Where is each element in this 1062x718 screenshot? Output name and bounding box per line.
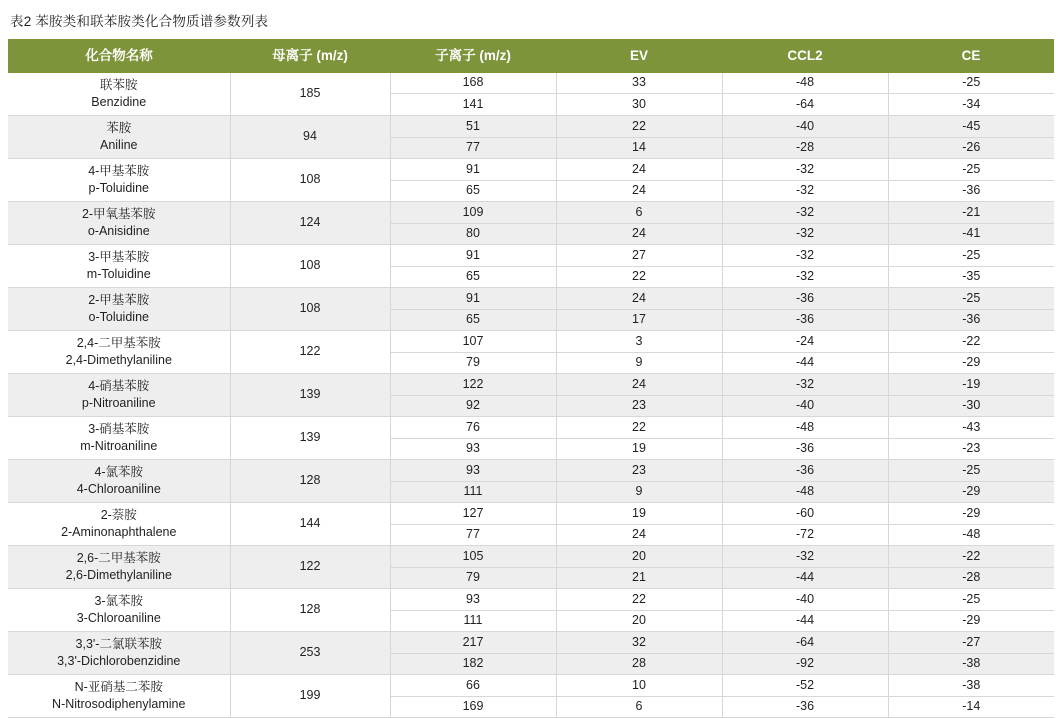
compound-name-zh: N-亚硝基二苯胺	[74, 679, 163, 694]
table-row	[8, 460, 1054, 482]
cell-ev: 6	[556, 696, 722, 718]
cell-ev: 21	[556, 567, 722, 589]
cell-product-ion: 92	[390, 395, 556, 417]
cell-ce: -25	[888, 589, 1054, 611]
cell-compound-name	[8, 460, 230, 503]
column-header-ev: EV	[556, 39, 722, 73]
column-header-product-ion: 子离子 (m/z)	[390, 39, 556, 73]
cell-product-ion: 77	[390, 524, 556, 546]
cell-parent-ion: 199	[230, 675, 390, 718]
cell-ccl2: -40	[722, 395, 888, 417]
table-row	[8, 245, 1054, 267]
cell-ce: -14	[888, 696, 1054, 718]
compound-name-zh: 2,4-二甲基苯胺	[76, 335, 161, 350]
compound-name-en: o-Anisidine	[87, 223, 150, 238]
cell-ev: 32	[556, 632, 722, 654]
compound-name-en: o-Toluidine	[88, 309, 149, 324]
cell-compound-name	[8, 73, 230, 116]
cell-product-ion: 109	[390, 202, 556, 224]
cell-ce: -38	[888, 653, 1054, 675]
cell-ev: 20	[556, 546, 722, 568]
compound-name-en: Aniline	[99, 137, 138, 152]
cell-parent-ion: 253	[230, 632, 390, 675]
cell-parent-ion: 144	[230, 503, 390, 546]
cell-compound-name	[8, 116, 230, 159]
cell-product-ion: 80	[390, 223, 556, 245]
cell-ccl2: -32	[722, 223, 888, 245]
cell-ce: -23	[888, 438, 1054, 460]
table-row	[8, 73, 1054, 94]
column-header-ccl2: CCL2	[722, 39, 888, 73]
compound-name-zh: 2-甲基苯胺	[88, 292, 150, 307]
cell-ev: 24	[556, 524, 722, 546]
cell-ev: 23	[556, 395, 722, 417]
cell-ccl2: -92	[722, 653, 888, 675]
cell-parent-ion: 122	[230, 546, 390, 589]
cell-ce: -22	[888, 331, 1054, 353]
cell-ccl2: -36	[722, 460, 888, 482]
table-row	[8, 202, 1054, 224]
cell-ce: -43	[888, 417, 1054, 439]
compound-name-zh: 苯胺	[106, 120, 132, 135]
cell-product-ion: 111	[390, 481, 556, 503]
cell-ccl2: -32	[722, 245, 888, 267]
cell-parent-ion: 108	[230, 245, 390, 288]
compound-name-en: 2,4-Dimethylaniline	[65, 352, 172, 367]
cell-ce: -25	[888, 460, 1054, 482]
cell-product-ion: 105	[390, 546, 556, 568]
table-row	[8, 675, 1054, 697]
cell-ccl2: -32	[722, 202, 888, 224]
cell-ce: -19	[888, 374, 1054, 396]
cell-ev: 3	[556, 331, 722, 353]
cell-ccl2: -40	[722, 589, 888, 611]
cell-ce: -36	[888, 180, 1054, 202]
compound-name-zh: 3-氯苯胺	[94, 593, 144, 608]
cell-ev: 9	[556, 352, 722, 374]
cell-compound-name	[8, 675, 230, 718]
cell-ce: -25	[888, 245, 1054, 267]
cell-ce: -27	[888, 632, 1054, 654]
cell-product-ion: 122	[390, 374, 556, 396]
cell-parent-ion: 139	[230, 417, 390, 460]
cell-product-ion: 93	[390, 589, 556, 611]
table-header-row	[8, 39, 1054, 73]
cell-product-ion: 169	[390, 696, 556, 718]
cell-product-ion: 91	[390, 245, 556, 267]
cell-compound-name	[8, 589, 230, 632]
cell-ce: -25	[888, 73, 1054, 94]
cell-ce: -38	[888, 675, 1054, 697]
cell-ce: -28	[888, 567, 1054, 589]
cell-product-ion: 91	[390, 159, 556, 181]
table-body	[8, 73, 1054, 718]
cell-product-ion: 107	[390, 331, 556, 353]
table-header	[8, 39, 1054, 73]
cell-ccl2: -64	[722, 94, 888, 116]
table-row	[8, 546, 1054, 568]
column-header-ce: CE	[888, 39, 1054, 73]
cell-ccl2: -32	[722, 546, 888, 568]
cell-ce: -36	[888, 309, 1054, 331]
compound-name-en: m-Nitroaniline	[80, 438, 158, 453]
cell-ev: 10	[556, 675, 722, 697]
compound-name-en: 3-Chloroaniline	[76, 610, 161, 625]
table-row	[8, 159, 1054, 181]
cell-ev: 24	[556, 374, 722, 396]
cell-compound-name	[8, 632, 230, 675]
cell-product-ion: 168	[390, 73, 556, 94]
table-caption: 表2 苯胺类和联苯胺类化合物质谱参数列表	[10, 14, 269, 29]
table-row	[8, 632, 1054, 654]
cell-parent-ion: 122	[230, 331, 390, 374]
table-row	[8, 503, 1054, 525]
cell-product-ion: 127	[390, 503, 556, 525]
cell-product-ion: 141	[390, 94, 556, 116]
cell-ce: -21	[888, 202, 1054, 224]
compound-name-en: 2,6-Dimethylaniline	[65, 567, 172, 582]
cell-compound-name	[8, 159, 230, 202]
cell-compound-name	[8, 245, 230, 288]
spectrometry-parameters-table	[8, 39, 1054, 718]
cell-product-ion: 111	[390, 610, 556, 632]
compound-name-zh: 4-甲基苯胺	[88, 163, 150, 178]
cell-ccl2: -36	[722, 309, 888, 331]
cell-ccl2: -72	[722, 524, 888, 546]
cell-parent-ion: 108	[230, 288, 390, 331]
cell-ccl2: -52	[722, 675, 888, 697]
cell-ccl2: -48	[722, 417, 888, 439]
cell-ev: 24	[556, 223, 722, 245]
compound-name-zh: 2-甲氧基苯胺	[81, 206, 156, 221]
cell-product-ion: 66	[390, 675, 556, 697]
cell-product-ion: 51	[390, 116, 556, 138]
cell-ccl2: -28	[722, 137, 888, 159]
cell-ce: -26	[888, 137, 1054, 159]
column-header-parent-ion: 母离子 (m/z)	[230, 39, 390, 73]
compound-name-zh: 联苯胺	[99, 77, 138, 92]
cell-ev: 19	[556, 503, 722, 525]
cell-product-ion: 65	[390, 309, 556, 331]
compound-name-en: 2-Aminonaphthalene	[61, 524, 177, 539]
cell-ccl2: -32	[722, 374, 888, 396]
cell-ccl2: -48	[722, 481, 888, 503]
table-row	[8, 288, 1054, 310]
cell-ev: 22	[556, 589, 722, 611]
cell-product-ion: 79	[390, 352, 556, 374]
cell-parent-ion: 128	[230, 589, 390, 632]
cell-ccl2: -44	[722, 567, 888, 589]
cell-ce: -29	[888, 481, 1054, 503]
cell-ce: -41	[888, 223, 1054, 245]
cell-compound-name	[8, 374, 230, 417]
compound-name-en: m-Toluidine	[86, 266, 151, 281]
cell-ccl2: -40	[722, 116, 888, 138]
cell-ev: 23	[556, 460, 722, 482]
cell-compound-name	[8, 331, 230, 374]
cell-ce: -34	[888, 94, 1054, 116]
cell-ccl2: -44	[722, 352, 888, 374]
compound-name-zh: 3-甲基苯胺	[88, 249, 150, 264]
cell-product-ion: 93	[390, 438, 556, 460]
cell-ev: 30	[556, 94, 722, 116]
cell-parent-ion: 124	[230, 202, 390, 245]
cell-product-ion: 217	[390, 632, 556, 654]
cell-ccl2: -36	[722, 288, 888, 310]
cell-ce: -25	[888, 159, 1054, 181]
cell-ce: -29	[888, 503, 1054, 525]
cell-ccl2: -32	[722, 180, 888, 202]
compound-name-zh: 3-硝基苯胺	[88, 421, 150, 436]
cell-compound-name	[8, 417, 230, 460]
compound-name-zh: 4-硝基苯胺	[88, 378, 150, 393]
cell-ccl2: -24	[722, 331, 888, 353]
cell-ev: 20	[556, 610, 722, 632]
cell-parent-ion: 94	[230, 116, 390, 159]
cell-ev: 24	[556, 159, 722, 181]
cell-ev: 33	[556, 73, 722, 94]
cell-ev: 22	[556, 417, 722, 439]
table-row	[8, 417, 1054, 439]
cell-ev: 27	[556, 245, 722, 267]
cell-ev: 19	[556, 438, 722, 460]
cell-ccl2: -32	[722, 159, 888, 181]
table-row	[8, 374, 1054, 396]
cell-parent-ion: 108	[230, 159, 390, 202]
compound-name-en: 4-Chloroaniline	[76, 481, 161, 496]
cell-ce: -29	[888, 610, 1054, 632]
cell-ccl2: -32	[722, 266, 888, 288]
cell-ccl2: -60	[722, 503, 888, 525]
cell-compound-name	[8, 288, 230, 331]
cell-ce: -48	[888, 524, 1054, 546]
table-row	[8, 331, 1054, 353]
cell-parent-ion: 185	[230, 73, 390, 116]
cell-ce: -29	[888, 352, 1054, 374]
cell-parent-ion: 128	[230, 460, 390, 503]
cell-ccl2: -44	[722, 610, 888, 632]
cell-ev: 24	[556, 288, 722, 310]
cell-ev: 24	[556, 180, 722, 202]
cell-compound-name	[8, 546, 230, 589]
cell-product-ion: 65	[390, 266, 556, 288]
cell-compound-name	[8, 202, 230, 245]
cell-ev: 17	[556, 309, 722, 331]
cell-product-ion: 182	[390, 653, 556, 675]
cell-ce: -45	[888, 116, 1054, 138]
table-row	[8, 589, 1054, 611]
compound-name-en: Benzidine	[91, 94, 147, 109]
cell-ev: 9	[556, 481, 722, 503]
cell-ccl2: -36	[722, 696, 888, 718]
cell-product-ion: 93	[390, 460, 556, 482]
compound-name-en: p-Nitroaniline	[81, 395, 156, 410]
cell-parent-ion: 139	[230, 374, 390, 417]
cell-ev: 28	[556, 653, 722, 675]
compound-name-en: 3,3'-Dichlorobenzidine	[57, 653, 181, 668]
cell-ev: 22	[556, 266, 722, 288]
cell-ccl2: -64	[722, 632, 888, 654]
cell-ccl2: -48	[722, 73, 888, 94]
compound-name-zh: 2,6-二甲基苯胺	[76, 550, 161, 565]
cell-ev: 14	[556, 137, 722, 159]
compound-name-zh: 3,3'-二氯联苯胺	[75, 636, 162, 651]
compound-name-en: p-Toluidine	[88, 180, 149, 195]
cell-product-ion: 79	[390, 567, 556, 589]
cell-compound-name	[8, 503, 230, 546]
cell-product-ion: 77	[390, 137, 556, 159]
cell-product-ion: 65	[390, 180, 556, 202]
compound-name-zh: 2-萘胺	[100, 507, 137, 522]
compound-name-zh: 4-氯苯胺	[94, 464, 144, 479]
cell-ev: 22	[556, 116, 722, 138]
table-row	[8, 116, 1054, 138]
compound-name-en: N-Nitrosodiphenylamine	[52, 696, 186, 711]
cell-ev: 6	[556, 202, 722, 224]
cell-ccl2: -36	[722, 438, 888, 460]
cell-ce: -22	[888, 546, 1054, 568]
column-header-compound-name: 化合物名称	[8, 39, 230, 73]
cell-product-ion: 76	[390, 417, 556, 439]
cell-ce: -35	[888, 266, 1054, 288]
cell-product-ion: 91	[390, 288, 556, 310]
cell-ce: -30	[888, 395, 1054, 417]
cell-ce: -25	[888, 288, 1054, 310]
